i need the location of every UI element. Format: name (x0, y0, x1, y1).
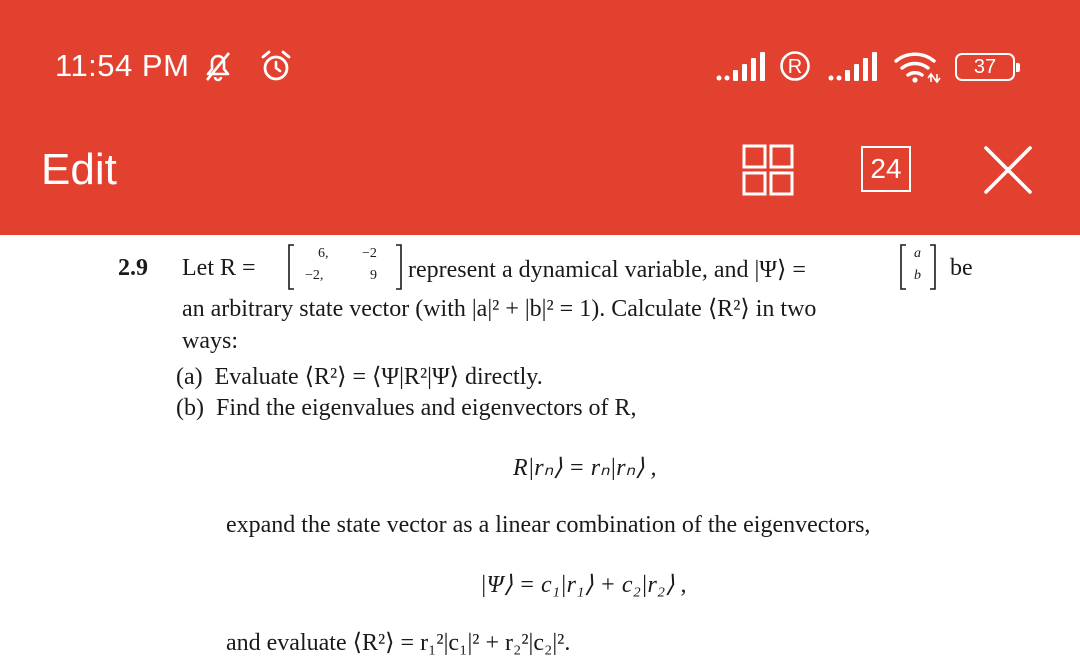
vector-cell: a (914, 246, 921, 261)
text-line: be (950, 255, 973, 281)
matrix-bracket (286, 243, 404, 291)
matrix-cell: −2 (362, 246, 377, 261)
text-line: expand the state vector as a linear combination of the eigenvectors, (226, 512, 871, 538)
text-line: represent a dynamical variable, and |Ψ⟩ = (408, 257, 806, 283)
equation: R|rₙ⟩ = rₙ|rₙ⟩ , (513, 455, 657, 481)
document-view (0, 235, 1080, 670)
text-line: ways: (182, 328, 238, 354)
problem-number: 2.9 (118, 255, 148, 281)
matrix-cell: −2, (305, 268, 324, 283)
matrix-cell: 9 (370, 268, 377, 283)
app-bar (0, 0, 1080, 235)
wifi-icon (893, 50, 941, 84)
text-line: Let R = (182, 255, 256, 281)
equation: |Ψ⟩ = c₁|r₁⟩ + c₂|r₂⟩ , (480, 572, 687, 598)
svg-text:R: R (787, 56, 803, 78)
roaming-icon (779, 50, 811, 82)
signal-icon (716, 50, 766, 82)
matrix-cell: 6, (318, 246, 329, 261)
grid-view-icon[interactable] (742, 144, 794, 196)
part-b: (b) Find the eigenvalues and eigenvectors of R, (176, 395, 637, 421)
battery-icon: 37 (955, 53, 1015, 81)
vector-cell: b (914, 268, 921, 283)
page-count-button[interactable]: 24 (861, 146, 911, 192)
close-icon[interactable] (983, 145, 1033, 195)
part-a: (a) Evaluate ⟨R²⟩ = ⟨Ψ|R²|Ψ⟩ directly. (176, 364, 543, 390)
status-time: 11:54 PM (55, 48, 190, 83)
page-title: Edit (41, 145, 117, 194)
mute-icon (203, 50, 233, 82)
alarm-icon (258, 48, 294, 84)
text-line: an arbitrary state vector (with |a|² + |b|² = 1). Calculate ⟨R²⟩ in two (182, 296, 817, 322)
signal-icon (828, 50, 878, 82)
text-line: and evaluate ⟨R²⟩ = r₁²|c₁|² + r₂²|c₂|². (226, 630, 571, 656)
